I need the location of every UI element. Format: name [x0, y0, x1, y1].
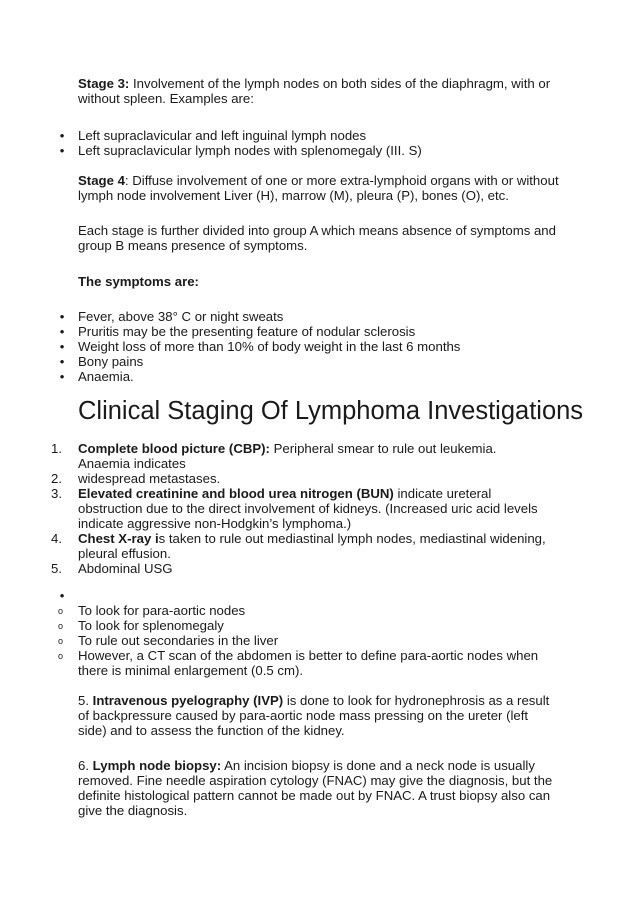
circle-bullet-icon: o [58, 621, 64, 631]
list-item: • Left supraclavicular lymph nodes with splenomegaly (III. S) [0, 143, 638, 158]
bullet-icon: • [59, 128, 65, 143]
list-item: • Pruritis may be the presenting feature of nodular sclerosis [0, 324, 638, 339]
bullet-icon: • [59, 369, 65, 384]
bullet-icon: • [59, 309, 65, 324]
list-item: • Bony pains [0, 354, 638, 369]
list-item: 1. Complete blood picture (CBP): Peripheral smear to rule out leukemia. Anaemia indicates [51, 441, 497, 471]
list-item: • Anaemia. [0, 369, 638, 384]
usg-sublist [0, 603, 638, 678]
bullet-icon: • [59, 354, 65, 369]
list-item: o To look for para-aortic nodes [58, 603, 246, 618]
empty-bullet [0, 588, 638, 603]
stage4-paragraph [78, 173, 560, 203]
list-item: 2. widespread metastases. [51, 471, 221, 486]
list-item: o To look for splenomegaly [58, 618, 224, 633]
list-item: • Weight loss of more than 10% of body weight in the last 6 months [0, 339, 638, 354]
groups-paragraph: Each stage is further divided into group A which means absence of symptoms and group B means presence of symptoms. [78, 223, 556, 253]
list-item: o To rule out secondaries in the liver [58, 633, 279, 648]
circle-bullet-icon: o [58, 651, 64, 661]
biopsy-paragraph: 6. Lymph node biopsy: An incision biopsy is done and a neck node is usually removed. Fine needle aspiration cytology (FNAC) may give the diagnosis, but the definite histological pattern cannot be made out by FNAC. A trust biopsy also can give the diagnosis. [78, 758, 553, 818]
circle-bullet-icon: o [58, 606, 64, 616]
list-item: 3. Elevated creatinine and blood urea nitrogen (BUN) indicate ureteral obstruction due to the direct involvement of kidneys. (Increased uric acid levels indicate aggressive non-Hodgkin’s lymphoma.) [51, 486, 538, 531]
list-item: 4. Chest X-ray is taken to rule out mediastinal lymph nodes, mediastinal widening, pleural effusion. [51, 531, 546, 561]
bullet-icon: • [59, 339, 65, 354]
circle-bullet-icon: o [58, 636, 64, 646]
stage4-text: : Diffuse involvement of one or more extra-lymphoid organs with or without lymph node involvement Liver (H), marrow (M), pleura (P), bones (O), etc. [78, 173, 559, 203]
ivp-paragraph: 5. Intravenous pyelography (IVP) is done to look for hydronephrosis as a result of backpressure caused by para-aortic node mass pressing on the ureter (left side) and to assess the function of the kidney. [78, 693, 550, 738]
list-item: • Fever, above 38° C or night sweats [0, 309, 638, 324]
stage3-text: Involvement of the lymph nodes on both sides of the diaphragm, with or without spleen. Examples are: [78, 76, 551, 106]
stage4-label: Stage 4 [78, 173, 125, 188]
list-item: • Left supraclavicular and left inguinal lymph nodes [0, 128, 638, 143]
stage3-label: Stage 3: [78, 76, 130, 91]
investigations-list [0, 441, 638, 576]
stage3-paragraph [78, 76, 560, 106]
list-item: 5. Abdominal USG [51, 561, 173, 576]
symptoms-heading: The symptoms are: [78, 274, 199, 289]
symptoms-list [0, 309, 638, 384]
list-item: o However, a CT scan of the abdomen is better to define para-aortic nodes when there is minimal enlargement (0.5 cm). [58, 648, 539, 678]
bullet-icon: • [59, 143, 65, 158]
stage3-examples-list [0, 128, 638, 158]
bullet-icon: • [59, 324, 65, 339]
bullet-icon: • [59, 588, 65, 603]
section-heading: Clinical Staging Of Lymphoma Investigations [78, 397, 584, 425]
